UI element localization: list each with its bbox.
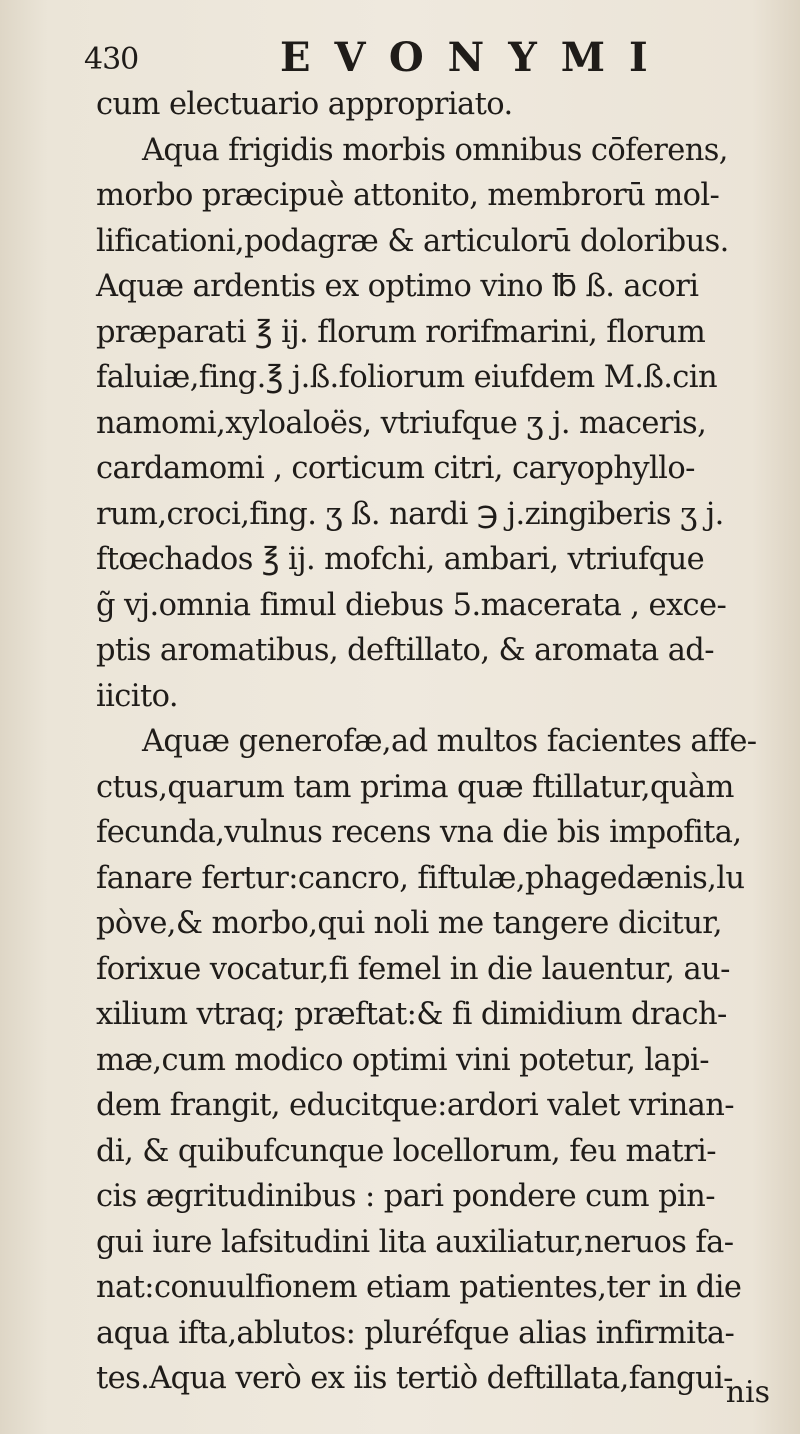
text-line: Aqua frigidis morbis omnibus cōferens, — [142, 132, 728, 168]
text-line: dem frangit, educitque:ardori valet vrinan- — [96, 1088, 735, 1123]
text-line: morbo præcipuè attonito, membrorū mol- — [96, 178, 720, 213]
text-line: nat:conuulfionem etiam patientes,ter in die — [96, 1270, 742, 1305]
text-line: præparati ℥ ij. florum rorifmarini, florum — [96, 314, 706, 350]
text-line: ptis aromatibus, deftillato, & aromata ad- — [96, 633, 714, 668]
text-line: lificationi,podagræ & articulorū doloribus. — [96, 223, 729, 259]
catchword: nis — [725, 1375, 770, 1410]
text-line: xilium vtraq; præftat:& fi dimidium drach- — [96, 997, 727, 1032]
body-text — [96, 82, 792, 1402]
text-line: cardamomi , corticum citri, caryophyllo- — [96, 451, 695, 486]
text-line: di, & quibufcunque locellorum, feu matri- — [96, 1133, 716, 1169]
text-line: forixue vocatur,fi femel in die lauentur, au- — [96, 951, 730, 987]
text-line: Aquæ generofæ,ad multos facientes affe- — [142, 724, 757, 759]
text-line: aqua ifta,ablutos: pluréfque alias infirmita- — [96, 1315, 735, 1351]
running-title: EVONYMI — [280, 34, 672, 81]
text-line: tes.Aqua verò ex iis tertiò deftillata,fangui- — [96, 1361, 733, 1396]
text-line: g̃ vj.omnia fimul diebus 5.macerata , exce- — [96, 587, 727, 623]
text-line: pòve,& morbo,qui noli me tangere dicitur, — [96, 906, 722, 941]
text-line: rum,croci,fing. ʒ ß. nardi ℈ j.zingiberis ʒ j. — [96, 496, 724, 532]
running-head — [84, 34, 774, 84]
text-line: mæ,cum modico optimi vini potetur, lapi- — [96, 1042, 709, 1078]
text-line: namomi,xyloaloës, vtriufque ʒ j. maceris, — [96, 405, 707, 441]
page-number: 430 — [84, 42, 139, 77]
text-line: cum electuario appropriato. — [96, 87, 513, 122]
text-line: cis ægritudinibus : pari pondere cum pin- — [96, 1179, 715, 1214]
text-line: Aquæ ardentis ex optimo vino ℔ ß. acori — [96, 269, 699, 304]
text-line: iicito. — [96, 678, 178, 714]
text-line: gui iure lafsitudini lita auxiliatur,neruos fa- — [96, 1224, 734, 1260]
text-line: faluiæ,fing.℥ j.ß.foliorum eiufdem M.ß.cin — [96, 360, 717, 395]
text-line: fecunda,vulnus recens vna die bis impofita, — [96, 815, 742, 850]
text-line: fanare fertur:cancro, fiftulæ,phagedænis,lu — [96, 860, 745, 896]
text-line: ctus,quarum tam prima quæ ftillatur,quàm — [96, 769, 734, 805]
text-line: ftœchados ℥ ij. mofchi, ambari, vtriufque — [96, 542, 705, 577]
